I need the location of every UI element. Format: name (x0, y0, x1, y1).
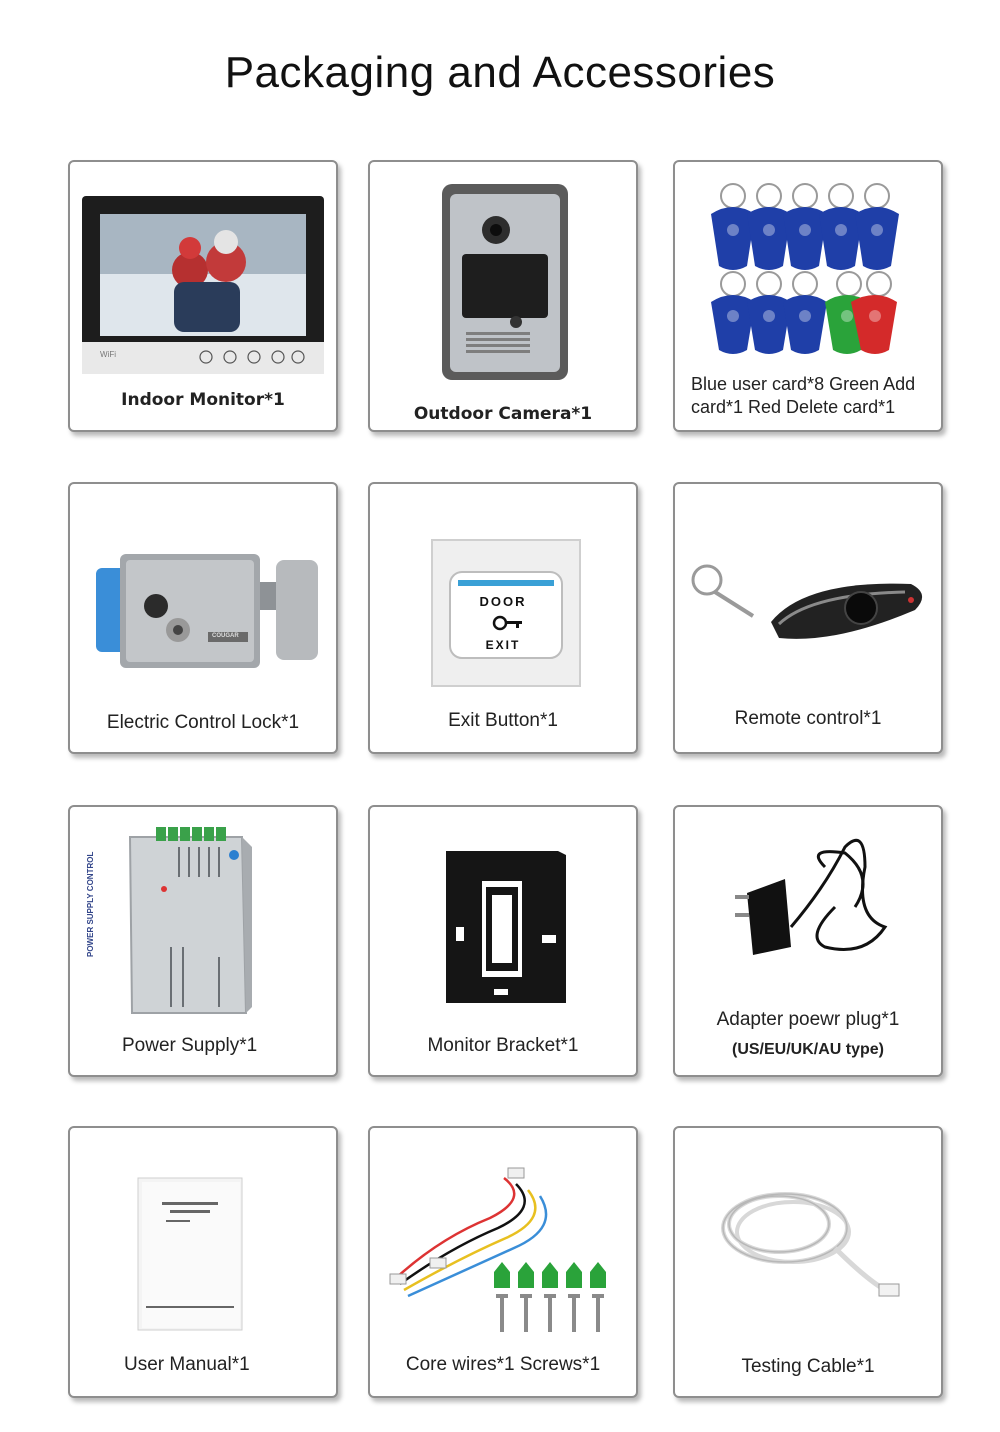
item-card-electric-lock (68, 482, 338, 754)
item-label: Testing Cable*1 (741, 1356, 875, 1377)
page-title: Packaging and Accessories (224, 48, 776, 97)
item-label-line2: card*1 Red Delete card*1 (691, 397, 896, 417)
item-card-monitor-bracket (368, 805, 638, 1077)
adapter-image (675, 807, 941, 1075)
item-label: Monitor Bracket*1 (427, 1035, 579, 1056)
item-label: Adapter poewr plug*1 (716, 1009, 900, 1030)
item-card-testing-cable (673, 1126, 943, 1398)
item-label: Electric Control Lock*1 (106, 712, 300, 733)
power-supply-text: POWER SUPPLY CONTROL (86, 851, 95, 957)
item-card-indoor-monitor (68, 160, 338, 432)
item-label: Indoor Monitor*1 (121, 390, 285, 410)
item-card-exit-button (368, 482, 638, 754)
item-label-line1: Blue user card*8 Green Add (691, 374, 916, 394)
item-label: Power Supply*1 (122, 1035, 258, 1056)
door-text: DOOR (479, 594, 527, 609)
item-label: Outdoor Camera*1 (413, 404, 593, 424)
item-label: Core wires*1 Screws*1 (405, 1354, 601, 1375)
item-label: Remote control*1 (734, 708, 882, 729)
item-label: User Manual*1 (124, 1354, 250, 1375)
item-card-outdoor-camera (368, 160, 638, 432)
lock-brand-text: COUGAR (212, 633, 239, 639)
item-card-core-wires-screws (368, 1126, 638, 1398)
item-label: Exit Button*1 (448, 710, 558, 731)
item-card-user-manual (68, 1126, 338, 1398)
outdoor-camera-image (370, 162, 636, 430)
item-card-remote-control (673, 482, 943, 754)
wifi-indicator: WiFi (100, 350, 116, 359)
item-card-rfid-cards (673, 160, 943, 432)
item-card-adapter (673, 805, 943, 1077)
exit-text: EXIT (485, 638, 521, 652)
item-card-power-supply (68, 805, 338, 1077)
item-sub-label: (US/EU/UK/AU type) (731, 1041, 884, 1058)
